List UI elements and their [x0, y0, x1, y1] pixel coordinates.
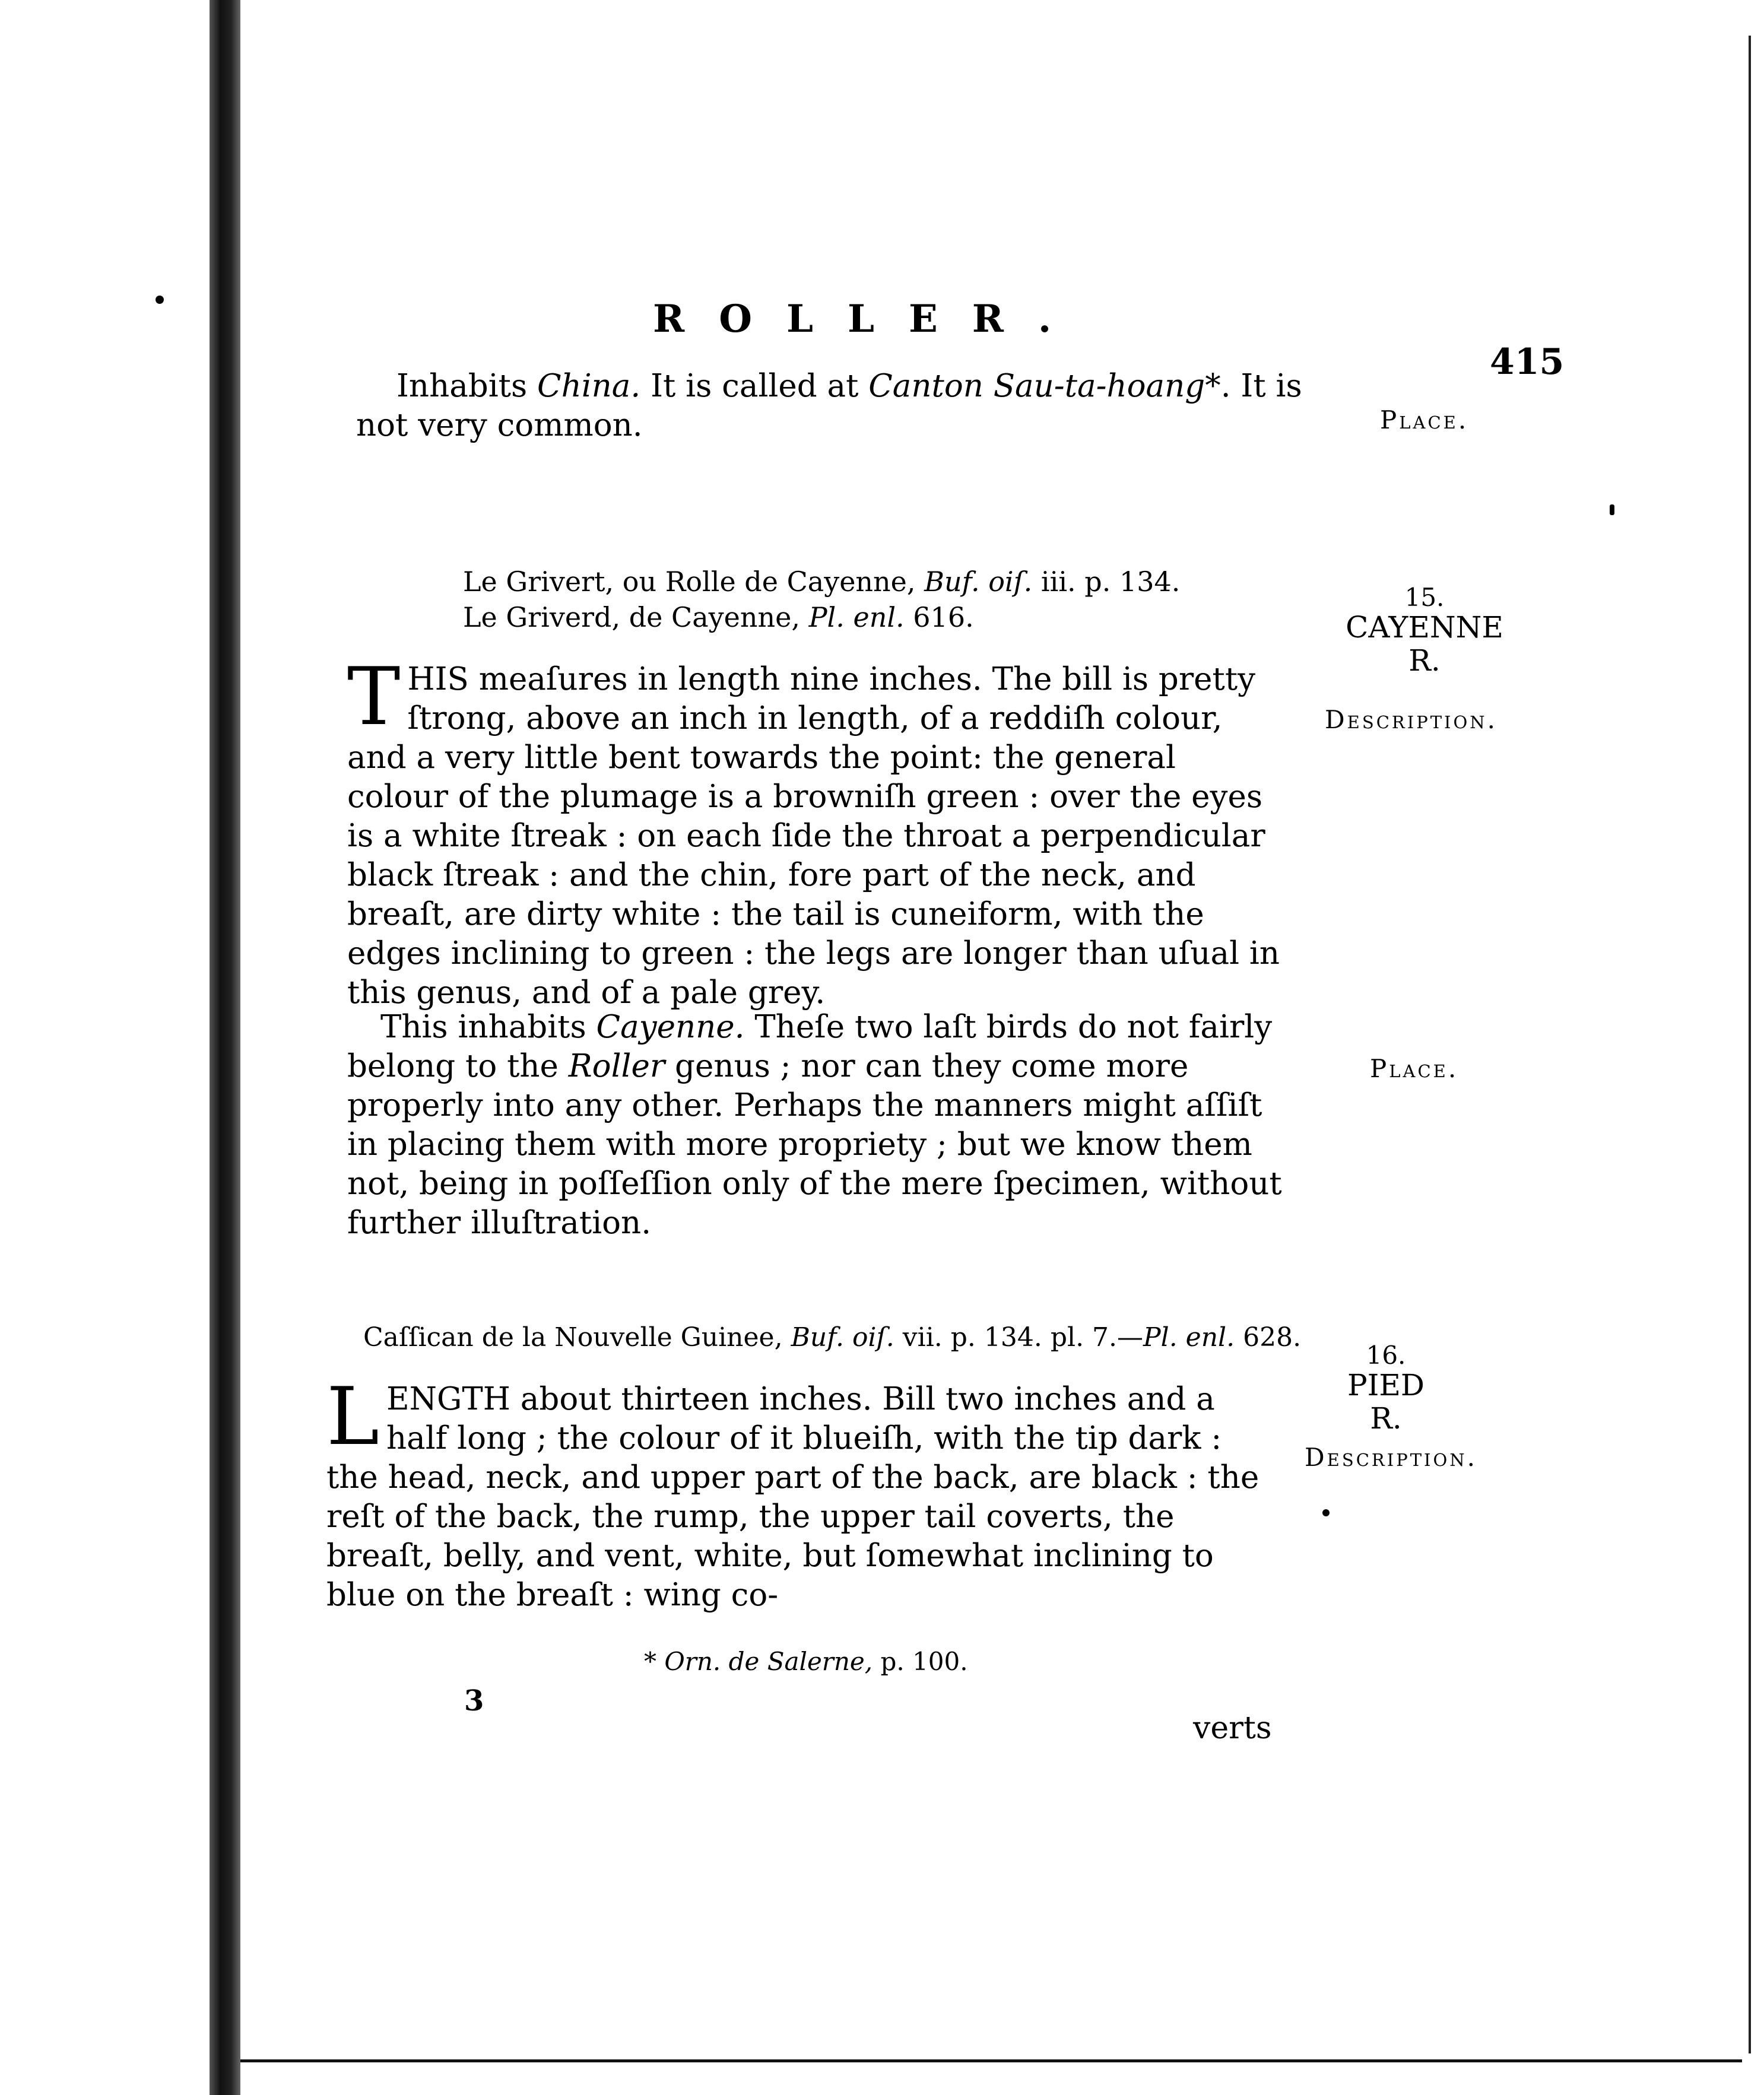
footnote: * Orn. de Salerne, p. 100.	[644, 1647, 968, 1676]
ink-speck	[1610, 504, 1614, 515]
synonym-line: Caſſican de la Nouvelle Guinee, Buf. oiſ. vii. p. 134. pl. 7.—Pl. enl. 628.	[363, 1322, 1302, 1353]
catchword: verts	[1193, 1710, 1272, 1746]
margin-note-place: Place.	[1370, 1054, 1459, 1083]
signature-mark: 3	[464, 1684, 484, 1718]
margin-note-description: Description.	[1305, 1443, 1478, 1472]
drop-cap: L	[326, 1370, 379, 1463]
top-paragraph: Inhabits China. It is called at Canton Sau-ta-hoang*. It is not very common.	[356, 368, 1302, 443]
place-paragraph: This inhabits Cayenne. Theſe two laſt birds do not fairly belong to the Roller genus ; nor can they come more properly into any other. Perhaps the manners might aſſiſt in placing them with more propriety ; but we know them not, being in poſſeſſion only of the mere ſpecimen, without further illuſtration.	[347, 1009, 1282, 1241]
species-number: 16.	[1366, 1341, 1406, 1370]
ink-speck	[1322, 1509, 1330, 1516]
description-paragraph: LENGTH about thirteen inches. Bill two inches and a half long ; the colour of it blueiſh, with the tip dark : the head, neck, and upper part of the back, are black : the reſt of the back, the rump, the upper tail coverts, the breaſt, belly, and vent, white, but ſomewhat inclining to blue on the breaſt : wing co-	[326, 1370, 1259, 1613]
species-suffix: R.	[1408, 643, 1441, 678]
synonym-line: Le Griverd, de Cayenne, Pl. enl. 616.	[463, 601, 974, 633]
species-heading	[1344, 585, 1505, 677]
species-number: 15.	[1404, 583, 1445, 612]
margin-note-place: Place.	[1380, 405, 1469, 434]
page-edge-bottom	[240, 2059, 1742, 2062]
ink-speck	[156, 296, 164, 304]
species-suffix: R.	[1370, 1401, 1402, 1436]
local-name: Sau-ta-hoang	[993, 368, 1205, 404]
place-name: Cayenne.	[596, 1009, 745, 1045]
species-name: PIED	[1347, 1368, 1424, 1402]
margin-note-description: Description.	[1325, 705, 1498, 734]
description-paragraph: THIS meaſures in length nine inches. The bill is pretty ſtrong, above an inch in length, of a reddiſh colour, and a very little bent towards the point: the general colour of the plumage is a browniſh green : over the eyes is a white ſtreak : on each ſide the throat a perpendicular black ſtreak : and the chin, fore part of the neck, and breaſt, are dirty white : the tail is cuneiform, with the edges inclining to green : the legs are longer than uſual in this genus, and of a pale grey.	[347, 650, 1280, 1011]
drop-cap: T	[347, 650, 401, 743]
book-gutter	[210, 0, 240, 2095]
place-name: Canton	[868, 368, 983, 404]
running-title: ROLLER.	[653, 297, 1086, 341]
page-edge-right	[1749, 36, 1751, 2053]
species-heading	[1324, 1342, 1448, 1435]
page-number: 415	[1490, 341, 1565, 383]
genus-name: Roller	[568, 1048, 665, 1084]
page-margin-left	[0, 0, 210, 2095]
synonym-line: Le Grivert, ou Rolle de Cayenne, Buf. oiſ. iii. p. 134.	[463, 566, 1181, 598]
place-name: China.	[537, 368, 641, 404]
species-name: CAYENNE	[1346, 610, 1503, 645]
